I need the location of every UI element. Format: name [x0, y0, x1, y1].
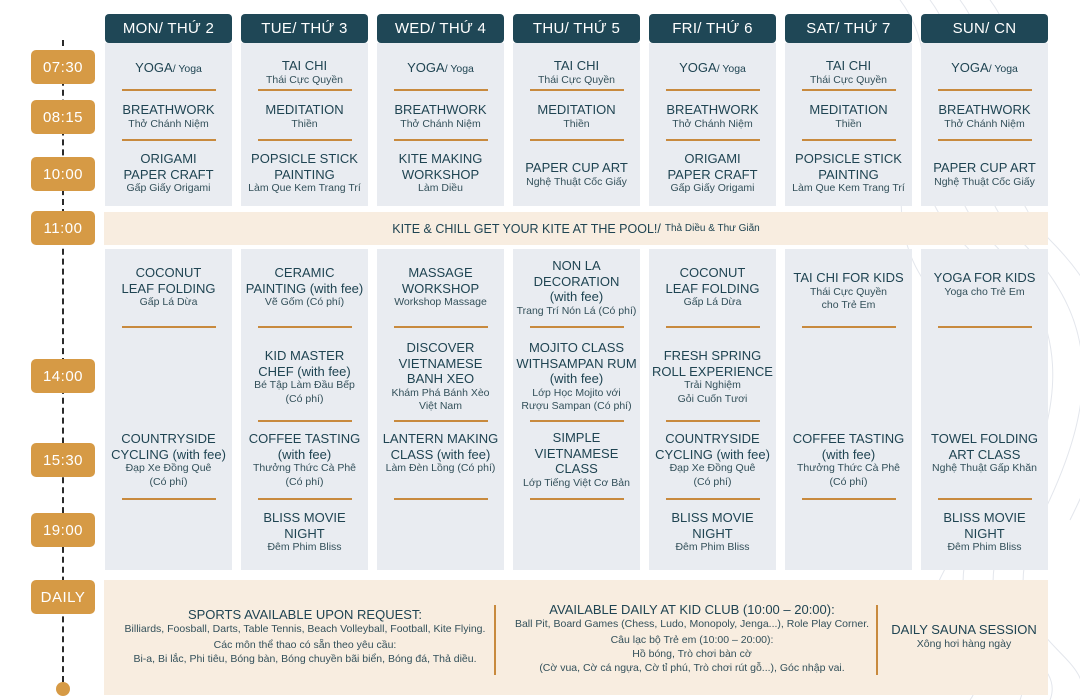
activity-2-1-subtitle: Làm Que Kem Trang Trí: [248, 182, 361, 194]
activity-0-6: [921, 60, 1049, 78]
separator-pm-6-1: [938, 498, 1032, 500]
activity-0-4: [649, 60, 777, 78]
activity-pm-4-3-subtitle: Đêm Phim Bliss: [675, 541, 750, 553]
time-badge-5: 15:30: [31, 443, 95, 477]
day-header-6: SUN/ CN: [921, 14, 1048, 43]
activity-pm-1-0-title: CERAMIC PAINTING (with fee): [245, 265, 364, 296]
kid-club-line-3: Hồ bóng, Trò chơi bàn cờ: [632, 648, 752, 660]
activity-pm-6-1-subtitle: Nghệ Thuật Gấp Khăn: [932, 462, 1037, 474]
kid-club-line-2: Câu lạc bộ Trẻ em (10:00 – 20:00):: [610, 634, 774, 646]
activity-pm-1-1: [241, 348, 369, 406]
separator-pm-0-0: [122, 326, 216, 328]
time-badge-6: 19:00: [31, 513, 95, 547]
activity-pm-1-2-subtitle: Thưởng Thức Cà Phê (Có phí): [252, 462, 357, 488]
kite-and-chill-banner: [104, 212, 1048, 245]
activity-0-5-title: TAI CHI: [825, 58, 872, 73]
activity-1-5-title: MEDITATION: [809, 102, 888, 117]
activity-pm-4-0-title: COCONUT LEAF FOLDING: [665, 265, 760, 296]
activity-0-6-title: [921, 60, 1049, 78]
activity-1-6: [921, 102, 1049, 131]
separator-0-4: [666, 89, 760, 91]
activity-pm-1-1-title: KID MASTER CHEF (with fee): [258, 348, 351, 379]
sports-block: [114, 607, 496, 666]
activity-0-6-title-text: YOGA: [951, 60, 989, 75]
time-badge-7: DAILY: [31, 580, 95, 614]
activity-2-2-title: KITE MAKING WORKSHOP: [398, 151, 483, 182]
activity-pm-0-0: [105, 265, 233, 310]
kite-banner-sub: Thả Diều & Thư Giãn: [664, 223, 760, 234]
activity-0-0-subtitle: / Yoga: [172, 63, 202, 75]
separator-1-6: [938, 139, 1032, 141]
day-header-5: SAT/ THỨ 7: [785, 14, 912, 43]
daily-divider-1: [494, 605, 496, 675]
activity-pm-6-0-subtitle: Yoga cho Trẻ Em: [944, 285, 1025, 298]
separator-1-5: [802, 139, 896, 141]
activity-1-5-subtitle: Thiền: [835, 117, 862, 130]
activity-0-1-title: TAI CHI: [281, 58, 328, 73]
activity-pm-6-2: [921, 510, 1049, 555]
activity-0-5: [785, 58, 913, 87]
separator-0-0: [122, 89, 216, 91]
activity-pm-3-0-title: NON LA DECORATION (with fee): [533, 258, 620, 304]
activity-pm-1-2-title: COFFEE TASTING (with fee): [248, 431, 361, 462]
day-header-0: MON/ THỨ 2: [105, 14, 232, 43]
activity-0-6-subtitle: / Yoga: [988, 63, 1018, 75]
activity-pm-4-1: [649, 348, 777, 406]
activity-1-3-title: MEDITATION: [537, 102, 616, 117]
activity-pm-6-0-title: YOGA FOR KIDS: [933, 270, 1036, 285]
activity-pm-5-1-title: COFFEE TASTING (with fee): [792, 431, 905, 462]
activity-2-0-title: ORIGAMI PAPER CRAFT: [123, 151, 214, 182]
activity-2-0-subtitle: Gấp Giấy Origami: [126, 182, 211, 194]
activity-0-3: [513, 58, 641, 87]
separator-1-3: [530, 139, 624, 141]
activity-0-0-title: [105, 60, 233, 78]
activity-2-1: [241, 151, 369, 196]
activity-0-2-subtitle: / Yoga: [444, 63, 474, 75]
activity-2-6-subtitle: Nghệ Thuật Cốc Giấy: [934, 175, 1035, 188]
time-badge-2: 10:00: [31, 157, 95, 191]
activity-2-3-title: PAPER CUP ART: [525, 160, 628, 175]
activity-pm-4-0-subtitle: Gấp Lá Dừa: [683, 296, 742, 308]
separator-0-2: [394, 89, 488, 91]
activity-pm-4-1-title: FRESH SPRING ROLL EXPERIENCE: [652, 348, 773, 379]
activity-pm-3-2: [513, 430, 641, 490]
activity-0-5-subtitle: Thái Cực Quyền: [809, 73, 888, 86]
activity-pm-2-0: [377, 265, 505, 310]
activity-0-1: [241, 58, 369, 87]
activity-pm-3-2-title: SIMPLE VIETNAMESE CLASS: [534, 430, 619, 476]
activity-2-3: [513, 160, 641, 189]
kid-club-line-4: (Cờ vua, Cờ cá ngựa, Cờ tỉ phú, Trò chơi rút gỗ...), Góc nhập vai.: [539, 662, 845, 674]
activity-1-5: [785, 102, 913, 131]
activity-pm-0-1-subtitle: Đạp Xe Đồng Quê (Có phí): [125, 462, 212, 488]
activity-pm-2-2-subtitle: Làm Đèn Lồng (Có phí): [385, 462, 496, 474]
separator-pm-5-1: [802, 498, 896, 500]
activity-pm-4-2-title: COUNTRYSIDE CYCLING (with fee): [655, 431, 770, 462]
activity-1-0-title: BREATHWORK: [122, 102, 215, 117]
activity-pm-3-0-subtitle: Trang Trí Nón Lá (Có phí): [516, 304, 637, 317]
separator-pm-3-1: [530, 420, 624, 422]
separator-1-1: [258, 139, 352, 141]
sports-heading: SPORTS AVAILABLE UPON REQUEST:: [187, 607, 423, 622]
separator-pm-1-1: [258, 420, 352, 422]
activity-1-4: [649, 102, 777, 131]
activity-pm-0-0-title: COCONUT LEAF FOLDING: [121, 265, 216, 296]
time-badge-1: 08:15: [31, 100, 95, 134]
activity-2-2: [377, 151, 505, 196]
activity-1-2: [377, 102, 505, 131]
activity-pm-1-3-subtitle: Đêm Phim Bliss: [267, 541, 342, 553]
activity-pm-3-1-title: MOJITO CLASS WITHSAMPAN RUM (with fee): [516, 340, 637, 386]
activity-0-4-title-text: YOGA: [679, 60, 717, 75]
activity-pm-2-1-title: DISCOVER VIETNAMESE BANH XEO: [398, 340, 483, 386]
activity-pm-1-1-subtitle: Bé Tập Làm Đầu Bếp (Có phí): [254, 379, 355, 405]
activity-pm-6-0: [921, 270, 1049, 299]
activity-0-2-title-text: YOGA: [407, 60, 445, 75]
kid-club-block: [500, 602, 884, 675]
separator-0-6: [938, 89, 1032, 91]
day-header-4: FRI/ THỨ 6: [649, 14, 776, 43]
activity-2-1-title: POPSICLE STICK PAINTING: [251, 151, 358, 182]
daily-activities-panel: [104, 580, 1048, 695]
activity-2-5: [785, 151, 913, 196]
day-header-2: WED/ THỨ 4: [377, 14, 504, 43]
separator-pm-1-2: [258, 498, 352, 500]
activity-2-4-title: ORIGAMI PAPER CRAFT: [667, 151, 758, 182]
activity-pm-5-0-title: TAI CHI FOR KIDS: [793, 270, 904, 285]
activity-2-5-subtitle: Làm Que Kem Trang Trí: [792, 182, 905, 194]
activity-2-4-subtitle: Gấp Giấy Origami: [670, 182, 755, 194]
separator-0-3: [530, 89, 624, 91]
activity-1-0-subtitle: Thở Chánh Niệm: [128, 117, 209, 130]
activity-0-3-title: TAI CHI: [553, 58, 600, 73]
separator-0-5: [802, 89, 896, 91]
daily-divider-2: [876, 605, 878, 675]
activity-pm-2-1-subtitle: Khám Phá Bánh Xèo Việt Nam: [391, 386, 490, 412]
activity-pm-1-0-subtitle: Vẽ Gốm (Có phí): [264, 296, 345, 308]
activity-2-6-title: PAPER CUP ART: [933, 160, 1036, 175]
sauna-line-1: Xông hơi hàng ngày: [916, 638, 1012, 650]
time-badge-3: 11:00: [31, 211, 95, 245]
activity-2-6: [921, 160, 1049, 189]
activity-pm-3-2-subtitle: Lớp Tiếng Việt Cơ Bản: [523, 476, 630, 489]
sauna-block: [882, 622, 1046, 651]
activity-pm-3-0: [513, 258, 641, 318]
activity-2-2-subtitle: Làm Diều: [418, 182, 463, 194]
activity-pm-2-0-title: MASSAGE WORKSHOP: [401, 265, 480, 296]
activity-0-4-subtitle: / Yoga: [716, 63, 746, 75]
activity-pm-2-0-subtitle: Workshop Massage: [394, 296, 487, 308]
separator-pm-5-0: [802, 326, 896, 328]
separator-pm-4-2: [666, 498, 760, 500]
activity-pm-4-2-subtitle: Đạp Xe Đồng Quê (Có phí): [669, 462, 756, 488]
activity-1-0: [105, 102, 233, 131]
activity-pm-1-0: [241, 265, 369, 310]
activity-1-1-subtitle: Thiền: [291, 117, 318, 130]
activity-1-1-title: MEDITATION: [265, 102, 344, 117]
activity-1-1: [241, 102, 369, 131]
timeline-end-dot: [56, 682, 70, 696]
day-header-1: TUE/ THỨ 3: [241, 14, 368, 43]
activity-1-2-subtitle: Thở Chánh Niệm: [400, 117, 481, 130]
separator-pm-2-2: [394, 498, 488, 500]
separator-pm-3-0: [530, 326, 624, 328]
kid-club-heading: AVAILABLE DAILY AT KID CLUB (10:00 – 20:00):: [549, 602, 835, 617]
activity-pm-2-2-title: LANTERN MAKING CLASS (with fee): [382, 431, 499, 462]
activity-0-1-subtitle: Thái Cực Quyền: [265, 73, 344, 86]
activity-pm-5-0-subtitle: Thái Cực Quyền cho Trẻ Em: [809, 285, 888, 311]
separator-pm-1-0: [258, 326, 352, 328]
activity-pm-4-2: [649, 431, 777, 489]
activity-2-4: [649, 151, 777, 196]
kite-banner-main: KITE & CHILL GET YOUR KITE AT THE POOL!/: [392, 221, 661, 236]
sports-line-3: Bi-a, Bi lắc, Phi tiêu, Bóng bàn, Bóng chuyền bãi biển, Bóng đá, Thả diều.: [133, 653, 477, 665]
separator-1-0: [122, 139, 216, 141]
separator-pm-6-0: [938, 326, 1032, 328]
activity-pm-2-2: [377, 431, 505, 476]
activity-2-3-subtitle: Nghệ Thuật Cốc Giấy: [526, 175, 627, 188]
activity-pm-0-1: [105, 431, 233, 489]
activity-1-6-title: BREATHWORK: [938, 102, 1031, 117]
separator-1-4: [666, 139, 760, 141]
time-badge-4: 14:00: [31, 359, 95, 393]
activity-0-3-subtitle: Thái Cực Quyền: [537, 73, 616, 86]
activity-2-0: [105, 151, 233, 196]
activity-pm-4-3-title: BLISS MOVIE NIGHT: [671, 510, 754, 541]
activity-1-4-subtitle: Thở Chánh Niệm: [672, 117, 753, 130]
sports-line-2: Các môn thể thao có sẵn theo yêu cầu:: [213, 639, 397, 651]
separator-pm-3-2: [530, 498, 624, 500]
separator-0-1: [258, 89, 352, 91]
separator-pm-4-0: [666, 326, 760, 328]
activity-pm-6-2-title: BLISS MOVIE NIGHT: [943, 510, 1026, 541]
activity-0-0: [105, 60, 233, 78]
activity-pm-6-1: [921, 431, 1049, 476]
activity-1-6-subtitle: Thở Chánh Niệm: [944, 117, 1025, 130]
activity-pm-5-1-subtitle: Thưởng Thức Cà Phê (Có phí): [796, 462, 901, 488]
activity-pm-2-1: [377, 340, 505, 414]
separator-pm-4-1: [666, 420, 760, 422]
activity-pm-5-1: [785, 431, 913, 489]
sauna-heading: DAILY SAUNA SESSION: [891, 622, 1037, 637]
activity-pm-1-3-title: BLISS MOVIE NIGHT: [263, 510, 346, 541]
activity-pm-6-2-subtitle: Đêm Phim Bliss: [947, 541, 1022, 553]
activity-0-0-title-text: YOGA: [135, 60, 173, 75]
activity-pm-4-3: [649, 510, 777, 555]
activity-pm-3-1: [513, 340, 641, 414]
separator-pm-0-1: [122, 498, 216, 500]
activity-pm-1-2: [241, 431, 369, 489]
separator-1-2: [394, 139, 488, 141]
activity-pm-5-0: [785, 270, 913, 313]
separator-pm-2-1: [394, 420, 488, 422]
activity-0-4-title: [649, 60, 777, 78]
kid-club-line-1: Ball Pit, Board Games (Chess, Ludo, Monopoly, Jenga...), Role Play Corner.: [514, 618, 870, 630]
activity-pm-3-1-subtitle: Lớp Học Mojito với Rượu Sampan (Có phí): [521, 386, 632, 412]
activity-0-2-title: [377, 60, 505, 78]
activity-pm-4-1-subtitle: Trải Nghiệm Gỏi Cuốn Tươi: [677, 379, 748, 405]
activity-pm-0-1-title: COUNTRYSIDE CYCLING (with fee): [111, 431, 226, 462]
sports-line-1: Billiards, Foosball, Darts, Table Tennis, Beach Volleyball, Football, Kite Flying.: [124, 623, 486, 635]
activity-2-5-title: POPSICLE STICK PAINTING: [795, 151, 902, 182]
activity-1-2-title: BREATHWORK: [394, 102, 487, 117]
time-badge-0: 07:30: [31, 50, 95, 84]
activity-1-3: [513, 102, 641, 131]
activity-pm-4-0: [649, 265, 777, 310]
separator-pm-2-0: [394, 326, 488, 328]
activity-pm-1-3: [241, 510, 369, 555]
activity-1-3-subtitle: Thiền: [563, 117, 590, 130]
activity-pm-6-1-title: TOWEL FOLDING ART CLASS: [931, 431, 1038, 462]
activity-pm-0-0-subtitle: Gấp Lá Dừa: [139, 296, 198, 308]
day-header-3: THU/ THỨ 5: [513, 14, 640, 43]
activity-1-4-title: BREATHWORK: [666, 102, 759, 117]
activity-0-2: [377, 60, 505, 78]
